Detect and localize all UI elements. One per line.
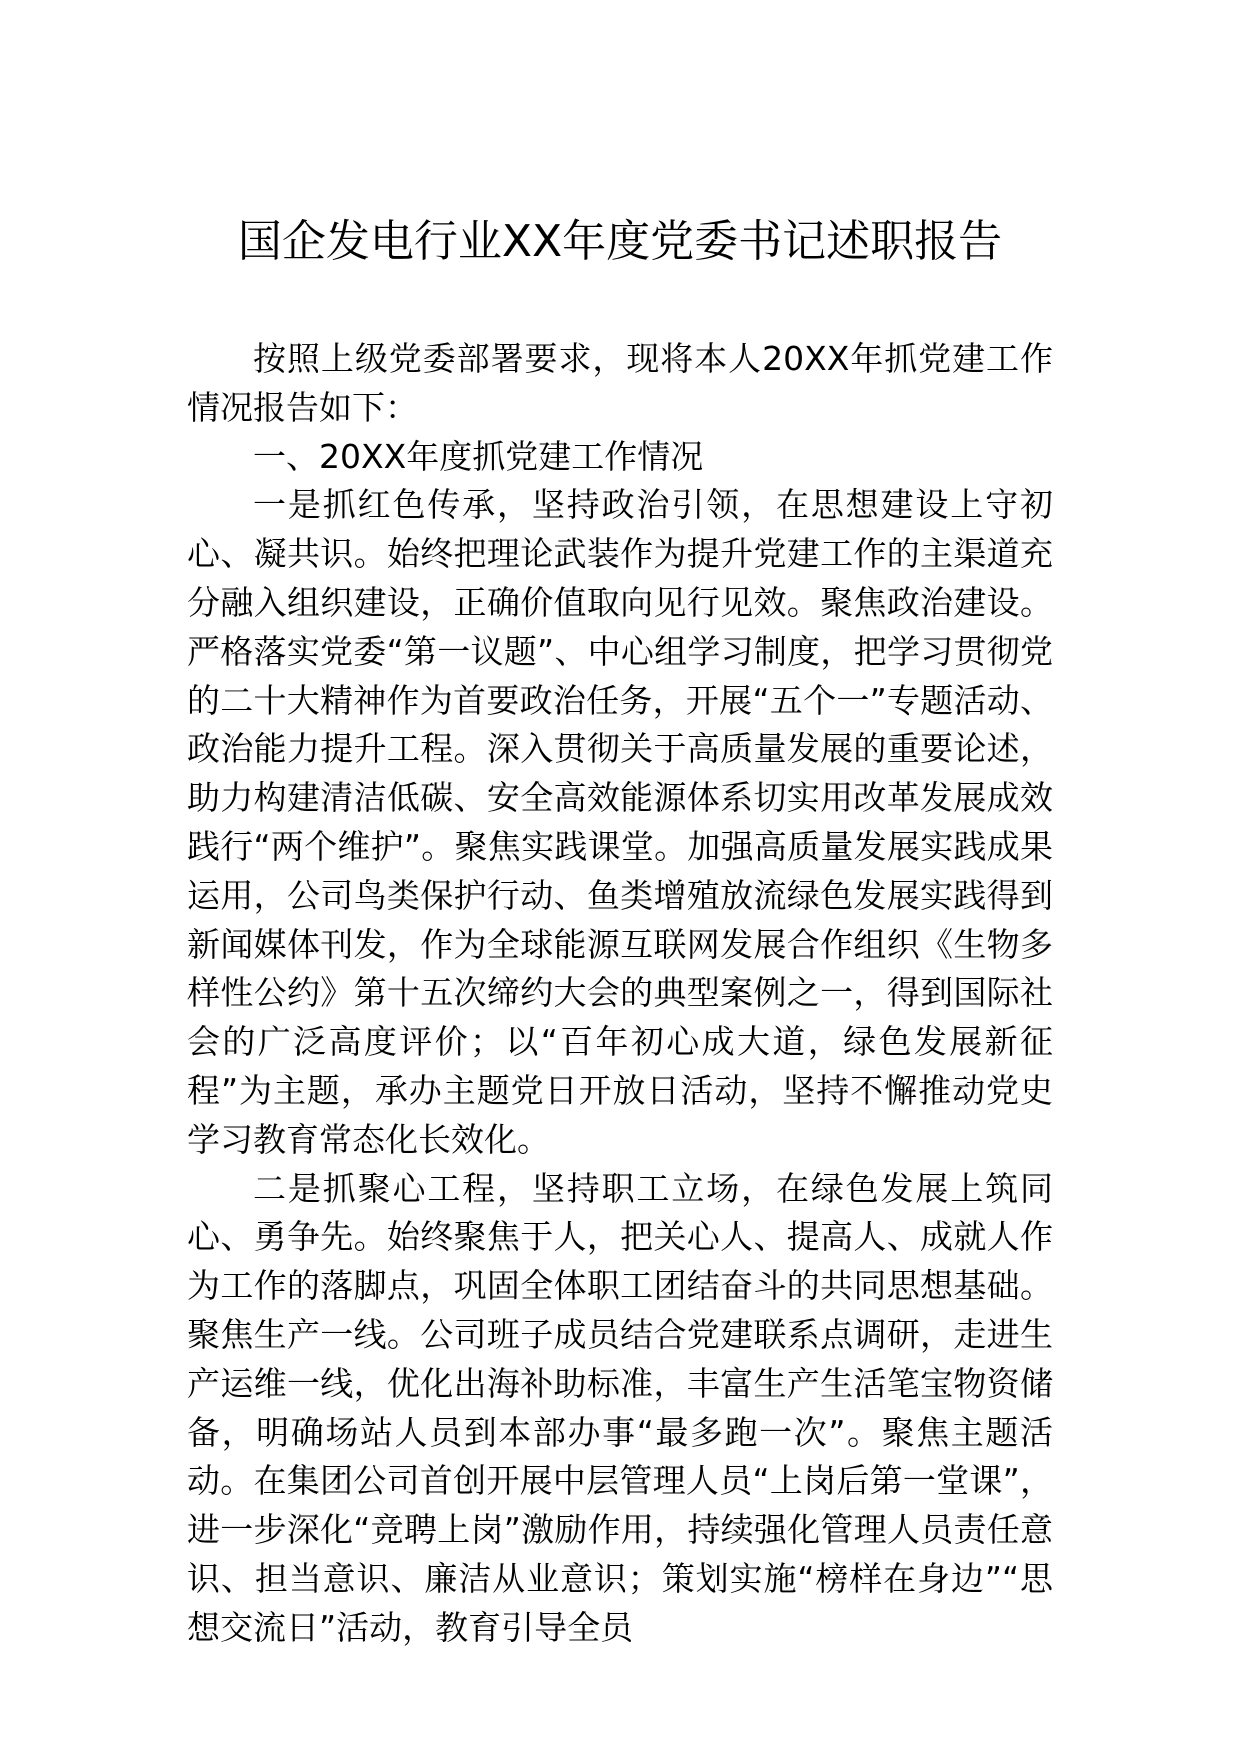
body-paragraph-1: 一是抓红色传承，坚持政治引领，在思想建设上守初心、凝共识。始终把理论武装作为提升党建工作的主渠道充分融入组织建设，正确价值取向见行见效。聚焦政治建设。严格落实党委“第一议题”、中心组学习制度，把学习贯彻党的二十大精神作为首要政治任务，开展“五个一”专题活动、政治能力提升工程。深入贯彻关于高质量发展的重要论述，助力构建清洁低碳、安全高效能源体系切实用改革发展成效践行“两个维护”。聚焦实践课堂。加强高质量发展实践成果运用，公司鸟类保护行动、鱼类增殖放流绿色发展实践得到新闻媒体刊发，作为全球能源互联网发展合作组织《生物多样性公约》第十五次缔约大会的典型案例之一，得到国际社会的广泛高度评价；以“百年初心成大道，绿色发展新征程”为主题，承办主题党日开放日活动，坚持不懈推动党史学习教育常态化长效化。 — [187, 485, 1053, 1159]
document-title: 国企发电行业XX年度党委书记述职报告 — [237, 216, 1003, 267]
document-body — [187, 335, 1053, 1653]
section-heading: 一、20XX年度抓党建工作情况 — [253, 436, 704, 476]
body-paragraph-2: 二是抓聚心工程，坚持职工立场，在绿色发展上筑同心、勇争先。始终聚焦于人，把关心人、提高人、成就人作为工作的落脚点，巩固全体职工团结奋斗的共同思想基础。聚焦生产一线。公司班子成员结合党建联系点调研，走进生产运维一线，优化出海补助标准，丰富生产生活笔宝物资储备，明确场站人员到本部办事“最多跑一次”。聚焦主题活动。在集团公司首创开展中层管理人员“上岗后第一堂课”，进一步深化“竞聘上岗”激励作用，持续强化管理人员责任意识、担当意识、廉洁从业意识；策划实施“榜样在身边”“思想交流日”活动，教育引导全员 — [187, 1168, 1053, 1647]
intro-paragraph: 按照上级党委部署要求，现将本人20XX年抓党建工作情况报告如下： — [187, 339, 1053, 427]
